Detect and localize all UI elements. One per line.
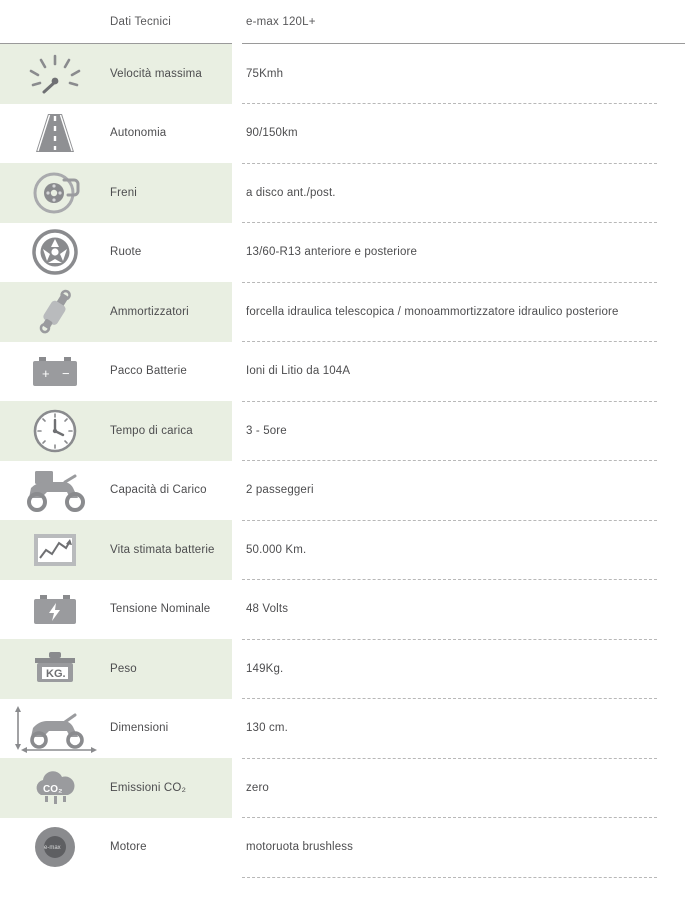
motor-wheel-icon bbox=[0, 818, 110, 878]
row-value: Ioni di Litio da 104A bbox=[242, 342, 685, 402]
header-label-column bbox=[110, 0, 232, 44]
svg-text:+: + bbox=[42, 366, 50, 382]
clock-icon bbox=[0, 401, 110, 461]
table-row bbox=[0, 44, 685, 104]
table-row bbox=[0, 699, 685, 759]
table-row bbox=[0, 758, 685, 818]
row-value: 48 Volts bbox=[242, 580, 685, 640]
dimensions-icon bbox=[0, 699, 110, 759]
row-label: Emissioni CO₂ bbox=[110, 758, 232, 818]
table-header bbox=[0, 0, 685, 44]
row-value: 13/60-R13 anteriore e posteriore bbox=[242, 223, 685, 283]
row-value: 75Kmh bbox=[242, 44, 685, 104]
header-value-column bbox=[242, 0, 685, 44]
battery-voltage-icon bbox=[0, 580, 110, 640]
row-label: Peso bbox=[110, 639, 232, 699]
road-icon bbox=[0, 104, 110, 164]
row-value: 2 passeggeri bbox=[242, 461, 685, 521]
row-value: 50.000 Km. bbox=[242, 520, 685, 580]
brake-disc-icon bbox=[0, 163, 110, 223]
row-label: Tempo di carica bbox=[110, 401, 232, 461]
row-label: Capacità di Carico bbox=[110, 484, 207, 497]
header-label-text: Dati Tecnici bbox=[110, 15, 171, 28]
table-row bbox=[0, 163, 685, 223]
svg-text:−: − bbox=[62, 366, 70, 382]
scooter-load-icon bbox=[0, 461, 110, 521]
svg-text:KG.: KG. bbox=[46, 667, 66, 680]
chart-graph-icon bbox=[0, 520, 110, 580]
row-value: zero bbox=[242, 758, 685, 818]
table-row bbox=[0, 104, 685, 164]
speedometer-icon bbox=[0, 44, 110, 104]
row-label: Tensione Nominale bbox=[110, 603, 211, 616]
table-row bbox=[0, 818, 685, 878]
row-label: Ruote bbox=[110, 246, 142, 259]
row-value: forcella idraulica telescopica / monoammortizzatore idraulico posteriore bbox=[242, 282, 685, 342]
wheel-icon bbox=[0, 223, 110, 283]
table-row bbox=[0, 461, 685, 521]
header-model-text: e-max 120L+ bbox=[246, 15, 316, 28]
row-value: 149Kg. bbox=[242, 639, 685, 699]
table-row bbox=[0, 580, 685, 640]
row-label: Vita stimata batterie bbox=[110, 520, 232, 580]
row-value: motoruota brushless bbox=[242, 818, 685, 878]
battery-pack-icon bbox=[0, 342, 110, 402]
row-label: Velocità massima bbox=[110, 44, 232, 104]
table-row bbox=[0, 342, 685, 402]
row-label: Freni bbox=[110, 163, 232, 223]
row-label: Autonomia bbox=[110, 127, 167, 140]
row-label: Ammortizzatori bbox=[110, 282, 232, 342]
row-label: Dimensioni bbox=[110, 722, 169, 735]
co2-cloud-icon bbox=[0, 758, 110, 818]
header-icon-column bbox=[0, 0, 110, 44]
shock-absorber-icon bbox=[0, 282, 110, 342]
weight-scale-icon bbox=[0, 639, 110, 699]
row-label: Pacco Batterie bbox=[110, 365, 187, 378]
row-value: 130 cm. bbox=[242, 699, 685, 759]
table-row bbox=[0, 401, 685, 461]
table-row bbox=[0, 520, 685, 580]
table-row bbox=[0, 282, 685, 342]
svg-text:CO₂: CO₂ bbox=[43, 783, 63, 795]
table-row bbox=[0, 639, 685, 699]
row-value: 90/150km bbox=[242, 104, 685, 164]
row-value: 3 - 5ore bbox=[242, 401, 685, 461]
table-row bbox=[0, 223, 685, 283]
row-value: a disco ant./post. bbox=[242, 163, 685, 223]
svg-text:e-max: e-max bbox=[44, 845, 61, 852]
row-label: Motore bbox=[110, 841, 147, 854]
